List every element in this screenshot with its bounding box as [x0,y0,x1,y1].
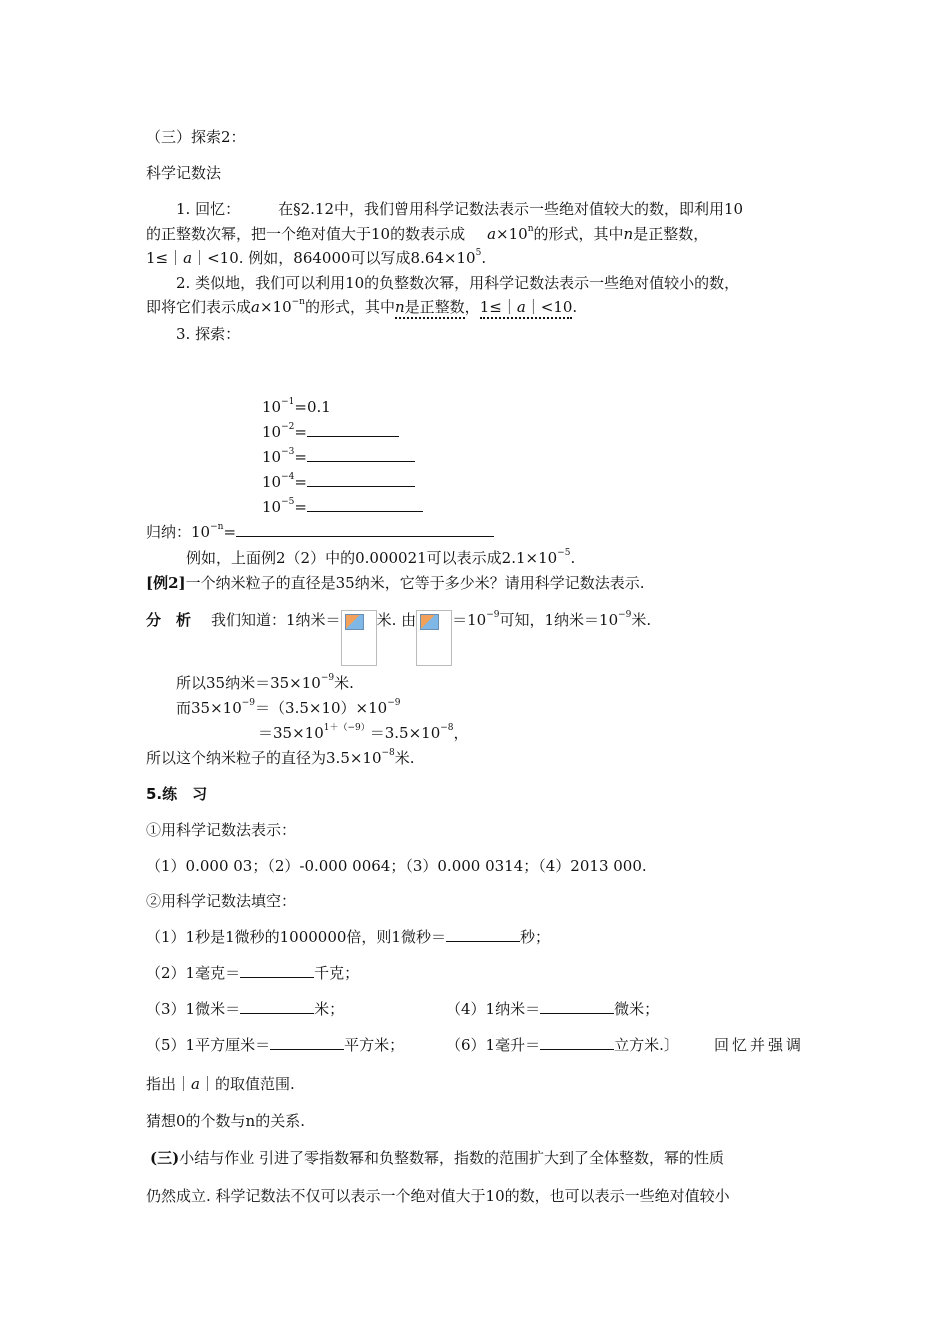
practice-q1-items: （1）0.000 03；（2）-0.000 0064；（3）0.000 0314；（4）2013 000. [146,857,647,875]
text: 10 [262,398,282,416]
text: 我们知道：1纳米＝ [211,611,341,629]
subtitle: 科学记数法 [146,164,222,182]
text: 指出｜ [146,1075,192,1093]
exponent: −3 [281,447,295,457]
induction-line [146,522,494,542]
summary-tag: (三) [150,1149,180,1167]
text: 10 [262,423,282,441]
text: ＝3.5×10 [369,724,441,742]
answer-blank[interactable] [446,927,520,942]
text: . [570,549,576,567]
text: =0.1 [294,398,331,416]
power-row-1 [262,397,331,417]
text: 10 [262,448,282,466]
text: = [294,423,307,441]
var-a: a [487,225,497,243]
text: 是正整数 [404,298,465,316]
text: 秒； [519,928,550,946]
answer-blank[interactable] [236,522,494,537]
practice-note: 回忆并强调 [714,1036,805,1054]
exponent: −9 [618,610,632,620]
section-title: （三）探索2： [146,128,246,146]
var-a: a [191,1075,200,1093]
practice-item-3 [146,999,344,1019]
text: 微米； [614,1000,660,1018]
text: 千克； [314,964,360,982]
exponent: 5 [475,248,482,258]
practice-q2: ②用科学记数法填空： [146,892,297,910]
exponent: −8 [381,748,395,758]
text: 米. [394,749,415,767]
answer-blank[interactable] [540,1035,614,1050]
practice-item-4 [446,999,659,1019]
text: 一个纳米粒子的直径是35纳米，它等于多少米？请用科学记数法表示. [185,574,645,592]
practice-q1: ①用科学记数法表示： [146,821,297,839]
text: ｜的取值范围. [199,1075,295,1093]
text: ｜<10 [525,298,573,316]
answer-blank[interactable] [307,447,415,462]
broken-image-icon [341,610,377,666]
text: . [481,249,487,267]
summary-line-1 [146,1148,724,1168]
text: 米； [314,1000,345,1018]
text: （3）1微米＝ [146,1000,241,1018]
analogy-line-1: 2. 类似地，我们可以利用10的负整数次幂，用科学记数法表示一些绝对值较小的数， [176,274,740,292]
analysis-line [146,610,651,666]
answer-blank[interactable] [307,497,423,512]
text: 立方米.〕 [614,1036,679,1054]
text: 10 [262,498,282,516]
analysis-label: 分 析 [146,611,192,629]
answer-blank[interactable] [270,1035,344,1050]
exponent: −9 [241,698,256,708]
answer-blank[interactable] [240,999,314,1014]
text: 平方米； [344,1036,405,1054]
text: 可知，1纳米＝10 [499,611,619,629]
calc-line-4 [146,748,415,768]
calc-line-2 [176,698,400,718]
example2 [146,573,645,593]
explore-label: 3. 探索： [176,325,241,343]
var-a: a [251,298,260,316]
exponent: −9 [387,698,401,708]
exponent: −9 [320,673,335,683]
text: （6）1毫升＝ [446,1036,541,1054]
var-a: a [516,298,526,316]
text: = [294,473,307,491]
recall-line-3 [146,248,486,268]
answer-blank[interactable] [540,999,614,1014]
text: 例如，上面例2（2）中的0.000021可以表示成2.1×10 [186,549,558,567]
text: 小结与作业 引进了零指数幂和负整数幂，指数的范围扩大到了全体整数，幂的性质 [179,1149,724,1167]
text: . [572,298,578,316]
text: 的形式，其中 [533,225,624,243]
calc-line-1 [176,673,354,693]
broken-image-icon [416,610,452,666]
recall-label: 1. 回忆： [176,200,241,218]
calc-line-3 [258,723,469,743]
text: ＝35×10 [258,724,324,742]
text: 的形式，其中 [304,298,395,316]
example-tag: [例2] [146,574,186,592]
exponent: −5 [557,548,571,558]
answer-blank[interactable] [307,422,399,437]
text: （2）1毫克＝ [146,964,241,982]
text: 米. [334,674,354,692]
recall-line-2 [146,224,708,244]
text: 10 [262,473,282,491]
text: = [294,498,307,516]
text: （1）1秒是1微秒的1000000倍，则1微秒＝ [146,928,446,946]
recall-text: 在§2.12中，我们曾用科学记数法表示一些绝对值较大的数，即利用10 [278,200,744,218]
practice-item-1 [146,927,550,947]
var-n: n [623,225,634,243]
summary-line-2: 仍然成立. 科学记数法不仅可以表示一个绝对值大于10的数，也可以表示一些绝对值较小 [146,1187,730,1205]
answer-blank[interactable] [307,472,415,487]
analogy-line-2 [146,297,577,317]
exponent: 1＋（−9） [323,723,370,733]
text: ， [453,724,469,742]
practice-heading: 5.练 习 [146,785,208,803]
text: ＝（3.5×10）×10 [255,699,388,717]
text: ， [464,298,480,316]
exponent: −8 [440,723,454,733]
text: 米. [631,611,652,629]
practice-item-5 [146,1035,404,1055]
text: ×10 [259,298,292,316]
practice-guess: 猜想0的个数与n的关系. [146,1112,305,1130]
text: （5）1平方厘米＝ [146,1036,271,1054]
var-a: a [183,249,193,267]
example-line [186,548,575,568]
text: （4）1纳米＝ [446,1000,541,1018]
text: 归纳：10 [146,523,211,541]
exponent: −4 [281,472,295,482]
exponent: −5 [281,497,295,507]
text: ×10 [496,225,528,243]
exponent: −n [291,297,305,307]
exponent: −n [210,522,224,532]
text: 而35×10 [176,699,242,717]
power-row-4 [262,472,415,492]
answer-blank[interactable] [240,963,314,978]
text: 所以35纳米＝35×10 [176,674,321,692]
exponent: −1 [281,397,295,407]
text: ＝10 [452,611,487,629]
text: = [223,523,237,541]
text: 1≤｜ [146,249,184,267]
text: 米. 由 [376,611,417,629]
var-n: n [394,298,405,316]
practice-item-6 [446,1035,679,1055]
exponent: −2 [281,422,295,432]
exponent: n [527,224,534,234]
power-row-2 [262,422,399,442]
text: 是正整数， [633,225,709,243]
text: = [294,448,307,466]
text: ｜<10. 例如，864000可以写成8.64×10 [192,249,476,267]
recall-line-1 [176,199,743,219]
practice-item-2 [146,963,359,983]
power-row-3 [262,447,415,467]
text: 1≤｜ [479,298,517,316]
text: 的正整数次幂，把一个绝对值大于10的数表示成 [146,225,466,243]
text: 即将它们表示成 [146,298,252,316]
text: 所以这个纳米粒子的直径为3.5×10 [146,749,382,767]
practice-note-2 [146,1074,295,1094]
power-row-5 [262,497,423,517]
exponent: −9 [486,610,500,620]
